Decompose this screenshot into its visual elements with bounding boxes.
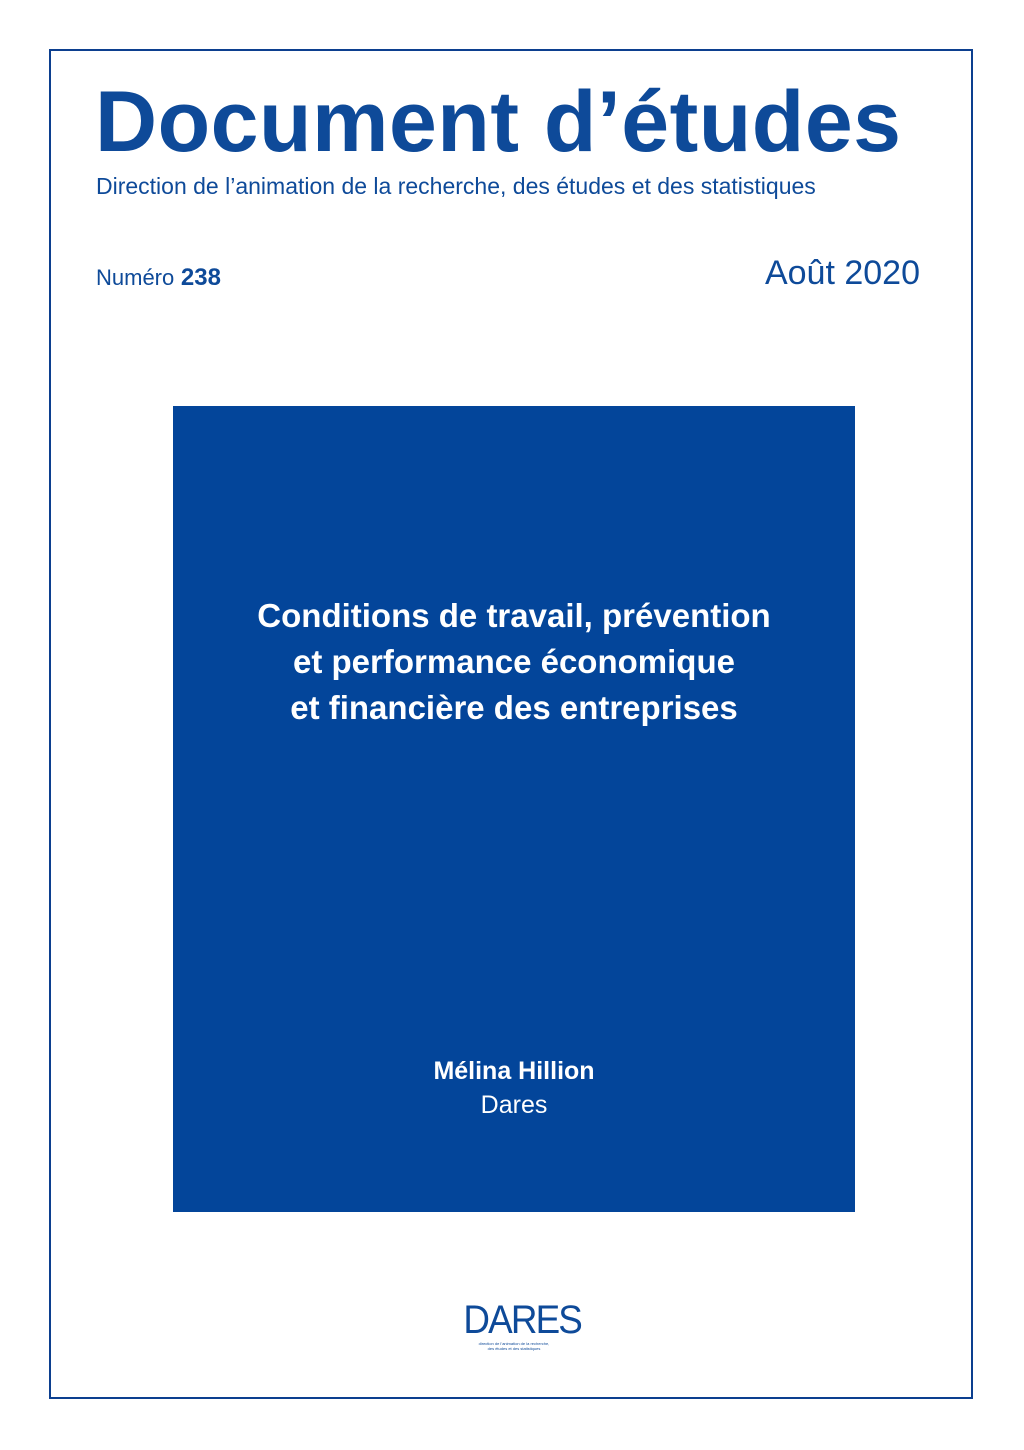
logo-caption-line: des études et des statistiques xyxy=(487,1346,541,1351)
report-title-line: Conditions de travail, prévention xyxy=(257,597,771,634)
report-title-line: et performance économique xyxy=(293,643,735,680)
publication-title: Document d’études xyxy=(95,74,902,170)
author-name: Mélina Hillion xyxy=(433,1057,595,1085)
issue-label: Numéro xyxy=(96,265,175,290)
publication-subtitle: Direction de l’animation de la recherche, des études et des statistiques xyxy=(96,173,816,199)
issue-number-line xyxy=(96,262,221,294)
author-affiliation: Dares xyxy=(480,1091,548,1119)
issue-number: 238 xyxy=(180,264,221,291)
report-title xyxy=(173,593,855,731)
issue-date: Août 2020 xyxy=(764,254,920,292)
report-title-line: et financière des entreprises xyxy=(290,689,738,726)
logo-wordmark: DARES xyxy=(463,1298,581,1342)
logo-caption-line: direction de l’animation de la recherche, xyxy=(478,1341,550,1346)
title-panel xyxy=(173,406,855,1212)
author-block xyxy=(173,1054,855,1122)
dares-logo xyxy=(459,1298,581,1357)
